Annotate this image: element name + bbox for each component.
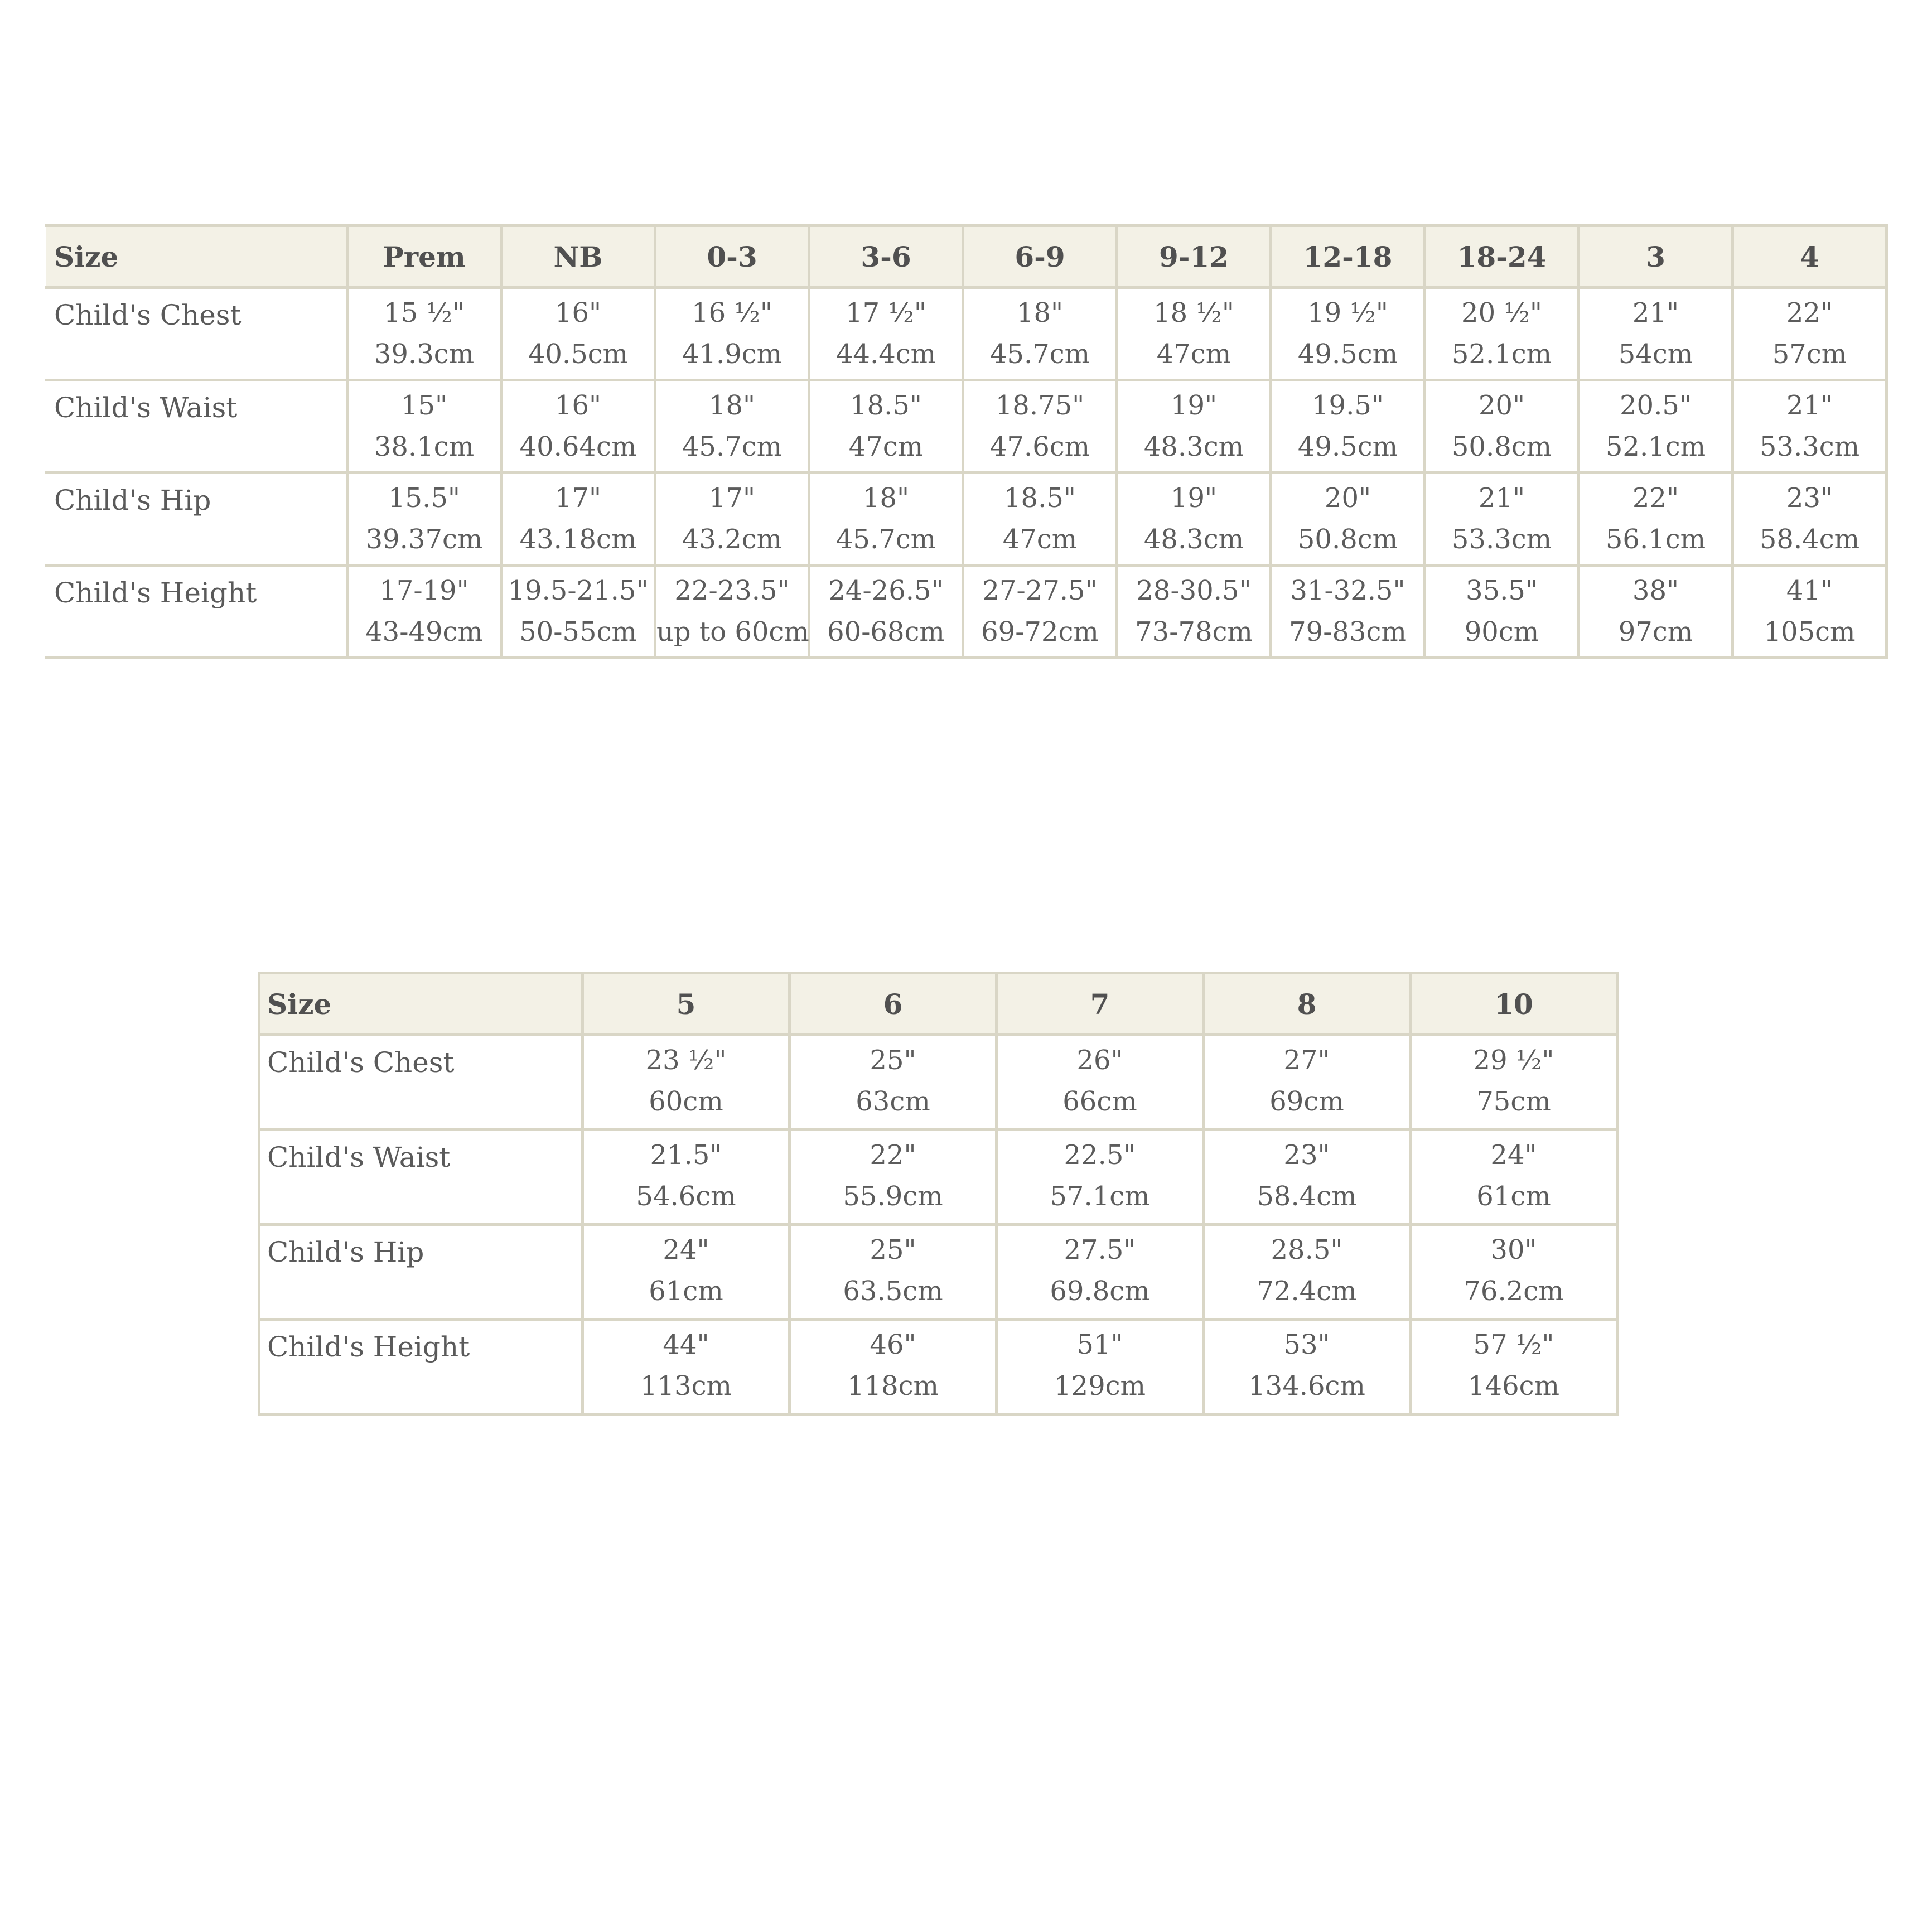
measurement-cell xyxy=(1579,473,1733,566)
imperial-value: 20.5" xyxy=(1620,390,1692,421)
imperial-value: 18.75" xyxy=(995,390,1085,421)
metric-value: 105cm xyxy=(1764,616,1856,648)
table-row xyxy=(259,1035,1617,1130)
metric-value: 63cm xyxy=(856,1086,930,1117)
measurement-cell xyxy=(347,288,501,380)
imperial-value: 27-27.5" xyxy=(982,575,1098,606)
imperial-value: 17 ½" xyxy=(846,297,926,329)
metric-value: 39.37cm xyxy=(365,524,483,555)
imperial-value: 19 ½" xyxy=(1307,297,1388,329)
metric-value: 129cm xyxy=(1054,1370,1146,1402)
imperial-value: 20 ½" xyxy=(1461,297,1542,329)
metric-value: 57cm xyxy=(1772,339,1847,370)
row-label: Child's Hip xyxy=(259,1225,583,1320)
imperial-value: 22" xyxy=(1786,297,1833,329)
imperial-value: 21" xyxy=(1632,297,1679,329)
measurement-cell xyxy=(997,1320,1204,1414)
metric-value: 63.5cm xyxy=(843,1276,943,1307)
imperial-value: 28.5" xyxy=(1271,1234,1343,1266)
imperial-value: 18 ½" xyxy=(1153,297,1234,329)
metric-value: 38.1cm xyxy=(374,431,475,462)
measurement-cell xyxy=(809,473,963,566)
metric-value: 61cm xyxy=(649,1276,723,1307)
metric-value: 97cm xyxy=(1618,616,1693,648)
measurement-cell xyxy=(790,1130,997,1225)
measurement-cell xyxy=(1579,566,1733,658)
size-column-header: 3 xyxy=(1579,226,1733,288)
metric-value: 48.3cm xyxy=(1143,431,1244,462)
imperial-value: 21" xyxy=(1478,482,1525,514)
size-column-header: 3-6 xyxy=(809,226,963,288)
metric-value: 50.8cm xyxy=(1451,431,1552,462)
measurement-cell xyxy=(583,1225,790,1320)
imperial-value: 27.5" xyxy=(1064,1234,1136,1266)
metric-value: 45.7cm xyxy=(835,524,936,555)
measurement-cell xyxy=(809,288,963,380)
imperial-value: 25" xyxy=(870,1234,916,1266)
imperial-value: 25" xyxy=(870,1045,916,1076)
table-body xyxy=(259,1035,1617,1414)
metric-value: 47cm xyxy=(1002,524,1078,555)
imperial-value: 57 ½" xyxy=(1473,1329,1554,1360)
measurement-cell xyxy=(1271,473,1425,566)
metric-value: 43-49cm xyxy=(365,616,483,648)
measurement-cell xyxy=(1425,473,1579,566)
row-label: Child's Chest xyxy=(46,288,347,380)
imperial-value: 21" xyxy=(1786,390,1833,421)
metric-value: 56.1cm xyxy=(1605,524,1706,555)
measurement-cell xyxy=(347,566,501,658)
metric-value: 40.64cm xyxy=(519,431,637,462)
imperial-value: 16" xyxy=(554,390,602,421)
metric-value: 49.5cm xyxy=(1297,431,1398,462)
table-row xyxy=(46,288,1887,380)
imperial-value: 22" xyxy=(1632,482,1679,514)
imperial-value: 19" xyxy=(1170,482,1218,514)
size-column-header: 4 xyxy=(1733,226,1887,288)
size-column-header: 12-18 xyxy=(1271,226,1425,288)
measurement-cell xyxy=(1733,380,1887,473)
imperial-value: 21.5" xyxy=(650,1139,722,1171)
size-column-header: 6 xyxy=(790,973,997,1035)
measurement-cell xyxy=(1411,1035,1617,1130)
imperial-value: 41" xyxy=(1786,575,1833,606)
imperial-value: 16 ½" xyxy=(692,297,772,329)
metric-value: 134.6cm xyxy=(1248,1370,1365,1402)
metric-value: 69cm xyxy=(1269,1086,1344,1117)
metric-value: 48.3cm xyxy=(1143,524,1244,555)
size-column-header: Prem xyxy=(347,226,501,288)
imperial-value: 24" xyxy=(1490,1139,1537,1171)
imperial-value: 38" xyxy=(1632,575,1679,606)
metric-value: 40.5cm xyxy=(528,339,629,370)
measurement-cell xyxy=(790,1225,997,1320)
measurement-cell xyxy=(583,1320,790,1414)
measurement-cell xyxy=(1411,1130,1617,1225)
imperial-value: 27" xyxy=(1283,1045,1330,1076)
metric-value: 47.6cm xyxy=(989,431,1090,462)
size-chart-table-kids xyxy=(258,972,1619,1416)
measurement-cell xyxy=(1733,288,1887,380)
measurement-cell xyxy=(1425,380,1579,473)
metric-value: 45.7cm xyxy=(682,431,783,462)
measurement-cell xyxy=(655,473,809,566)
measurement-cell xyxy=(1411,1320,1617,1414)
measurement-cell xyxy=(809,566,963,658)
metric-value: 49.5cm xyxy=(1297,339,1398,370)
measurement-cell xyxy=(583,1035,790,1130)
measurement-cell xyxy=(997,1130,1204,1225)
measurement-cell xyxy=(1271,288,1425,380)
size-column-header: 5 xyxy=(583,973,790,1035)
row-label: Child's Height xyxy=(46,566,347,658)
metric-value: 39.3cm xyxy=(374,339,475,370)
imperial-value: 18" xyxy=(862,482,910,514)
row-label: Child's Waist xyxy=(259,1130,583,1225)
size-column-header: 8 xyxy=(1204,973,1411,1035)
metric-value: 90cm xyxy=(1464,616,1539,648)
table-row xyxy=(46,473,1887,566)
imperial-value: 23" xyxy=(1283,1139,1330,1171)
imperial-value: 20" xyxy=(1478,390,1525,421)
metric-value: 45.7cm xyxy=(989,339,1090,370)
measurement-cell xyxy=(1117,380,1271,473)
imperial-value: 15 ½" xyxy=(384,297,465,329)
imperial-value: 15.5" xyxy=(388,482,460,514)
measurement-cell xyxy=(655,380,809,473)
measurement-cell xyxy=(1117,473,1271,566)
metric-value: 53.3cm xyxy=(1759,431,1860,462)
metric-value: 52.1cm xyxy=(1451,339,1552,370)
metric-value: 41.9cm xyxy=(682,339,783,370)
metric-value: 76.2cm xyxy=(1464,1276,1564,1307)
row-label: Child's Height xyxy=(259,1320,583,1414)
size-header: Size xyxy=(46,226,347,288)
metric-value: up to 60cm xyxy=(656,616,809,648)
metric-value: 54.6cm xyxy=(636,1181,736,1212)
measurement-cell xyxy=(963,566,1117,658)
measurement-cell xyxy=(790,1320,997,1414)
imperial-value: 22-23.5" xyxy=(674,575,790,606)
measurement-cell xyxy=(347,380,501,473)
measurement-cell xyxy=(997,1035,1204,1130)
row-label: Child's Hip xyxy=(46,473,347,566)
measurement-cell xyxy=(1733,566,1887,658)
measurement-cell xyxy=(1579,288,1733,380)
imperial-value: 15" xyxy=(400,390,448,421)
metric-value: 113cm xyxy=(640,1370,732,1402)
row-label: Child's Waist xyxy=(46,380,347,473)
measurement-cell xyxy=(583,1130,790,1225)
imperial-value: 44" xyxy=(663,1329,709,1360)
measurement-cell xyxy=(501,473,655,566)
measurement-cell xyxy=(501,380,655,473)
measurement-cell xyxy=(997,1225,1204,1320)
metric-value: 60-68cm xyxy=(827,616,945,648)
table-row xyxy=(259,1130,1617,1225)
measurement-cell xyxy=(1425,288,1579,380)
imperial-value: 28-30.5" xyxy=(1136,575,1252,606)
imperial-value: 24" xyxy=(663,1234,709,1266)
table-body xyxy=(46,288,1887,658)
imperial-value: 17" xyxy=(708,482,756,514)
size-column-header: 7 xyxy=(997,973,1204,1035)
measurement-cell xyxy=(1411,1225,1617,1320)
header-row xyxy=(46,226,1887,288)
imperial-value: 19.5-21.5" xyxy=(508,575,649,606)
metric-value: 69.8cm xyxy=(1050,1276,1150,1307)
metric-value: 52.1cm xyxy=(1605,431,1706,462)
metric-value: 69-72cm xyxy=(981,616,1099,648)
measurement-cell xyxy=(963,473,1117,566)
imperial-value: 22.5" xyxy=(1064,1139,1136,1171)
imperial-value: 18.5" xyxy=(850,390,922,421)
metric-value: 43.2cm xyxy=(682,524,783,555)
imperial-value: 51" xyxy=(1076,1329,1123,1360)
metric-value: 66cm xyxy=(1062,1086,1137,1117)
measurement-cell xyxy=(1271,566,1425,658)
measurement-cell xyxy=(501,288,655,380)
imperial-value: 30" xyxy=(1490,1234,1537,1266)
measurement-cell xyxy=(1579,380,1733,473)
metric-value: 72.4cm xyxy=(1257,1276,1357,1307)
metric-value: 79-83cm xyxy=(1289,616,1407,648)
size-column-header: 0-3 xyxy=(655,226,809,288)
metric-value: 75cm xyxy=(1476,1086,1551,1117)
table-row xyxy=(259,1320,1617,1414)
measurement-cell xyxy=(1271,380,1425,473)
metric-value: 118cm xyxy=(847,1370,939,1402)
metric-value: 47cm xyxy=(1156,339,1231,370)
imperial-value: 18.5" xyxy=(1004,482,1076,514)
size-column-header: NB xyxy=(501,226,655,288)
table-row xyxy=(46,566,1887,658)
size-chart-table-baby xyxy=(45,224,1888,659)
imperial-value: 26" xyxy=(1076,1045,1123,1076)
metric-value: 61cm xyxy=(1476,1181,1551,1212)
measurement-cell xyxy=(1204,1035,1411,1130)
size-column-header: 6-9 xyxy=(963,226,1117,288)
metric-value: 55.9cm xyxy=(843,1181,943,1212)
metric-value: 58.4cm xyxy=(1759,524,1860,555)
metric-value: 54cm xyxy=(1618,339,1693,370)
metric-value: 53.3cm xyxy=(1451,524,1552,555)
row-label: Child's Chest xyxy=(259,1035,583,1130)
metric-value: 57.1cm xyxy=(1050,1181,1150,1212)
imperial-value: 16" xyxy=(554,297,602,329)
imperial-value: 31-32.5" xyxy=(1290,575,1405,606)
measurement-cell xyxy=(655,288,809,380)
imperial-value: 19" xyxy=(1170,390,1218,421)
measurement-cell xyxy=(347,473,501,566)
size-column-header: 10 xyxy=(1411,973,1617,1035)
imperial-value: 24-26.5" xyxy=(828,575,944,606)
metric-value: 43.18cm xyxy=(519,524,637,555)
metric-value: 50.8cm xyxy=(1297,524,1398,555)
metric-value: 60cm xyxy=(649,1086,723,1117)
imperial-value: 46" xyxy=(870,1329,916,1360)
imperial-value: 22" xyxy=(870,1139,916,1171)
imperial-value: 29 ½" xyxy=(1473,1045,1554,1076)
measurement-cell xyxy=(809,380,963,473)
measurement-cell xyxy=(963,288,1117,380)
header-row xyxy=(259,973,1617,1035)
imperial-value: 19.5" xyxy=(1312,390,1384,421)
measurement-cell xyxy=(1117,566,1271,658)
measurement-cell xyxy=(790,1035,997,1130)
measurement-cell xyxy=(1733,473,1887,566)
measurement-cell xyxy=(1204,1130,1411,1225)
imperial-value: 23" xyxy=(1786,482,1833,514)
metric-value: 50-55cm xyxy=(519,616,637,648)
table-row xyxy=(46,380,1887,473)
imperial-value: 53" xyxy=(1283,1329,1330,1360)
imperial-value: 20" xyxy=(1324,482,1371,514)
imperial-value: 23 ½" xyxy=(645,1045,727,1076)
imperial-value: 17-19" xyxy=(379,575,469,606)
measurement-cell xyxy=(1425,566,1579,658)
imperial-value: 35.5" xyxy=(1466,575,1538,606)
measurement-cell xyxy=(501,566,655,658)
measurement-cell xyxy=(655,566,809,658)
table-row xyxy=(259,1225,1617,1320)
metric-value: 58.4cm xyxy=(1257,1181,1357,1212)
metric-value: 44.4cm xyxy=(835,339,936,370)
size-header: Size xyxy=(259,973,583,1035)
measurement-cell xyxy=(963,380,1117,473)
size-column-header: 18-24 xyxy=(1425,226,1579,288)
metric-value: 73-78cm xyxy=(1135,616,1253,648)
imperial-value: 18" xyxy=(1016,297,1064,329)
metric-value: 146cm xyxy=(1467,1370,1559,1402)
imperial-value: 17" xyxy=(554,482,602,514)
measurement-cell xyxy=(1117,288,1271,380)
measurement-cell xyxy=(1204,1320,1411,1414)
size-column-header: 9-12 xyxy=(1117,226,1271,288)
metric-value: 47cm xyxy=(848,431,924,462)
imperial-value: 18" xyxy=(708,390,756,421)
measurement-cell xyxy=(1204,1225,1411,1320)
